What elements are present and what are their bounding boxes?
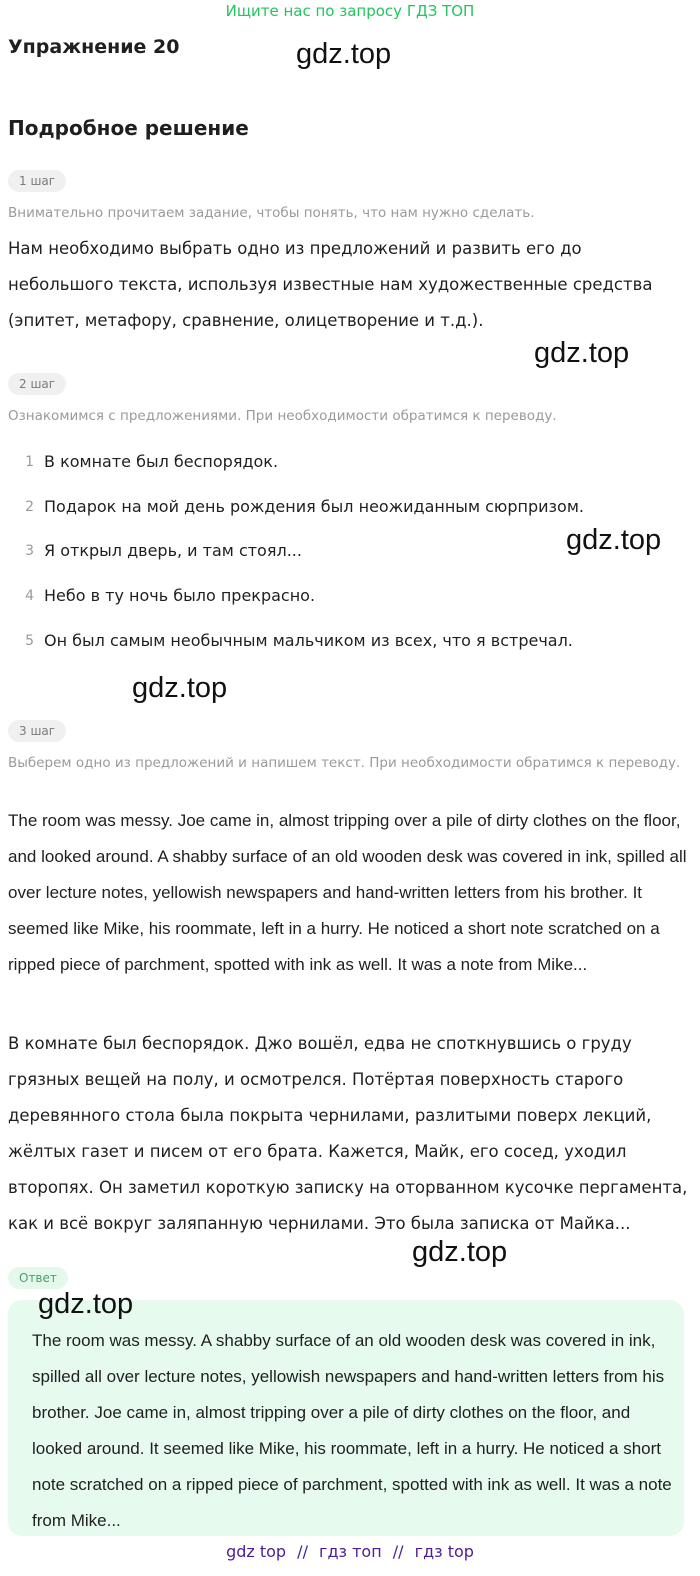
- answer-text: The room was messy. A shabby surface of an old wooden desk was covered in ink, spilled all over lecture notes, yellowish newspapers and hand-written letters from his brother. Joe came in, almost tripping over a pile of dirty clothes on the floor, and looked around. It seemed like Mike, his roommate, left in a hurry. He noticed a short note scratched on a ripped piece of parchment, spotted with ink as well. It was a note from Mike...: [32, 1331, 672, 1530]
- list-item-number: 3: [25, 543, 34, 559]
- step-hint-3: Выберем одно из предложений и напишем текст. При необходимости обратимся к переводу.: [8, 755, 681, 771]
- list-item-number: 2: [25, 499, 34, 515]
- bottom-links: [0, 1542, 700, 1561]
- search-hint-banner: Ищите нас по запросу ГДЗ ТОП: [225, 2, 475, 20]
- list-item-text: Я открыл дверь, и там стоял...: [44, 541, 302, 560]
- watermark: gdz.top: [566, 524, 662, 556]
- list-item-text: В комнате был беспорядок.: [44, 452, 279, 471]
- step-chip-3: 3 шаг: [8, 720, 66, 742]
- watermark: gdz.top: [132, 672, 228, 704]
- bottom-link[interactable]: gdz top: [226, 1542, 287, 1561]
- list-item-number: 4: [25, 588, 34, 604]
- list-item-text: Небо в ту ночь было прекрасно.: [44, 586, 316, 605]
- step-chip-1: 1 шаг: [8, 170, 66, 192]
- bottom-link[interactable]: гдз top: [414, 1542, 474, 1561]
- step-chip-2: 2 шаг: [8, 373, 66, 395]
- answer-chip: Ответ: [8, 1267, 68, 1289]
- watermark: gdz.top: [534, 337, 630, 369]
- watermark: gdz.top: [412, 1236, 508, 1268]
- separator: //: [392, 1542, 404, 1561]
- step-hint-2: Ознакомимся с предложениями. При необходимости обратимся к переводу.: [8, 408, 557, 424]
- step-hint-1: Внимательно прочитаем задание, чтобы понять, что нам нужно сделать.: [8, 205, 535, 221]
- section-title: Подробное решение: [8, 116, 249, 140]
- list-item-text: Подарок на мой день рождения был неожиданным сюрпризом.: [44, 497, 584, 516]
- list-item-text: Он был самым необычным мальчиком из всех, что я встречал.: [44, 631, 573, 650]
- watermark: gdz.top: [296, 38, 392, 70]
- step-text-1: Нам необходимо выбрать одно из предложений и развить его до небольшого текста, используя известные нам художественные средства (эпитет, метафору, сравнение, олицетворение и т.д.).: [8, 239, 653, 330]
- step-text-english: The room was messy. Joe came in, almost tripping over a pile of dirty clothes on the floor, and looked around. A shabby surface of an old wooden desk was covered in ink, spilled all over lecture notes, yellowish newspapers and hand-written letters from his brother. It seemed like Mike, his roommate, left in a hurry. He noticed a short note scratched on a ripped piece of parchment, spotted with ink as well. It was a note from Mike...: [8, 811, 687, 974]
- list-item-number: 5: [25, 633, 34, 649]
- step-text-russian: В комнате был беспорядок. Джо вошёл, едва не споткнувшись о груду грязных вещей на полу, и осмотрелся. Потёртая поверхность старого деревянного стола была покрыта чернилами, разлитыми поверх лекций, жёлтых газет и писем от его брата. Кажется, Майк, его сосед, уходил второпях. Он заметил короткую записку на оторванном кусочке пергамента, как и всё вокруг заляпанную чернилами. Это была записка от Майка...: [8, 1034, 688, 1233]
- watermark: gdz.top: [38, 1288, 134, 1320]
- list-item-number: 1: [25, 454, 34, 470]
- bottom-link[interactable]: гдз топ: [319, 1542, 382, 1561]
- separator: //: [297, 1542, 308, 1561]
- exercise-title: Упражнение 20: [8, 36, 180, 58]
